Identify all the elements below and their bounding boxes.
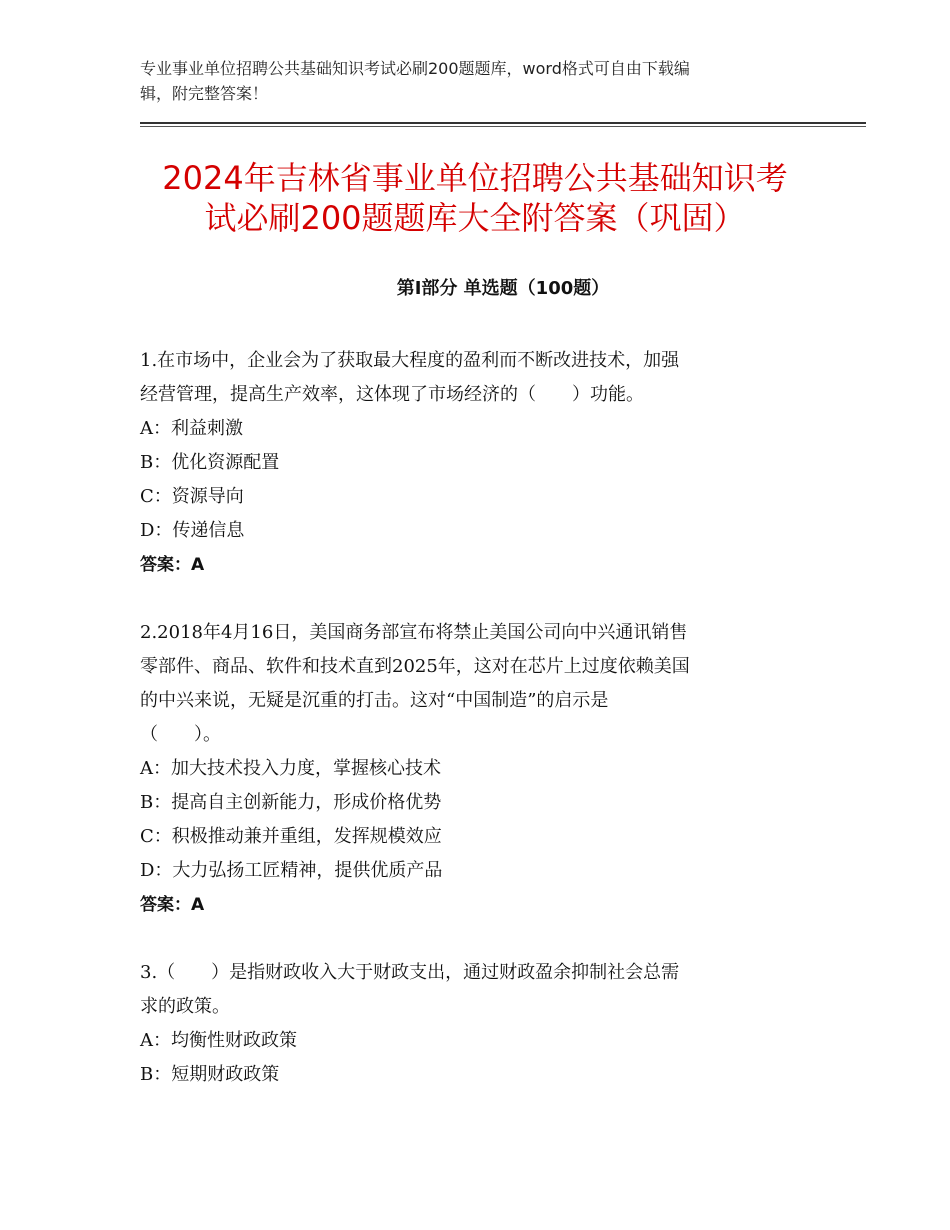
document-title-line: 试必刷200题题库大全附答案（巩固） [204,199,746,237]
question-stem-line: 2.2018年4月16日，美国商务部宣布将禁止美国公司向中兴通讯销售 [140,622,688,643]
question-2 [140,616,800,922]
question-stem-line: 3.（ ）是指财政收入大于财政支出，通过财政盈余抑制社会总需 [140,962,680,983]
header-note [140,56,800,106]
option-a: A：加大技术投入力度，掌握核心技术 [140,758,441,779]
answer-label: 答案：A [140,895,205,915]
question-stem-line: 零部件、商品、软件和技术直到2025年，这对在芯片上过度依赖美国 [140,656,690,677]
header-divider [140,122,866,124]
document-title [130,158,820,238]
option-a: A：均衡性财政政策 [140,1030,297,1051]
header-note-line: 辑，附完整答案！ [140,84,269,103]
question-1 [140,344,800,582]
answer-label: 答案：A [140,555,205,575]
question-stem-line: 的中兴来说，无疑是沉重的打击。这对“中国制造”的启示是 [140,690,609,711]
option-d: D：大力弘扬工匠精神，提供优质产品 [140,860,443,881]
option-b: B：短期财政政策 [140,1064,280,1085]
question-stem-line: 1.在市场中，企业会为了获取最大程度的盈利而不断改进技术，加强 [140,350,680,371]
question-stem-line: 求的政策。 [140,996,230,1017]
option-b: B：提高自主创新能力，形成价格优势 [140,792,442,813]
option-c: C：积极推动兼并重组，发挥规模效应 [140,826,442,847]
question-3 [140,956,800,1092]
option-c: C：资源导向 [140,486,244,507]
question-stem-line: （ ）。 [140,724,221,745]
header-divider-thin [140,126,866,127]
header-note-line: 专业事业单位招聘公共基础知识考试必刷200题题库，word格式可自由下载编 [140,59,690,78]
section-title: 第Ⅰ部分 单选题（100题） [396,278,610,299]
option-d: D：传递信息 [140,520,245,541]
option-b: B：优化资源配置 [140,452,280,473]
question-list [140,344,800,1126]
option-a: A：利益刺激 [140,418,243,439]
document-title-line: 2024年吉林省事业单位招聘公共基础知识考 [162,159,788,197]
question-stem-line: 经营管理，提高生产效率，这体现了市场经济的（ ）功能。 [140,384,644,405]
